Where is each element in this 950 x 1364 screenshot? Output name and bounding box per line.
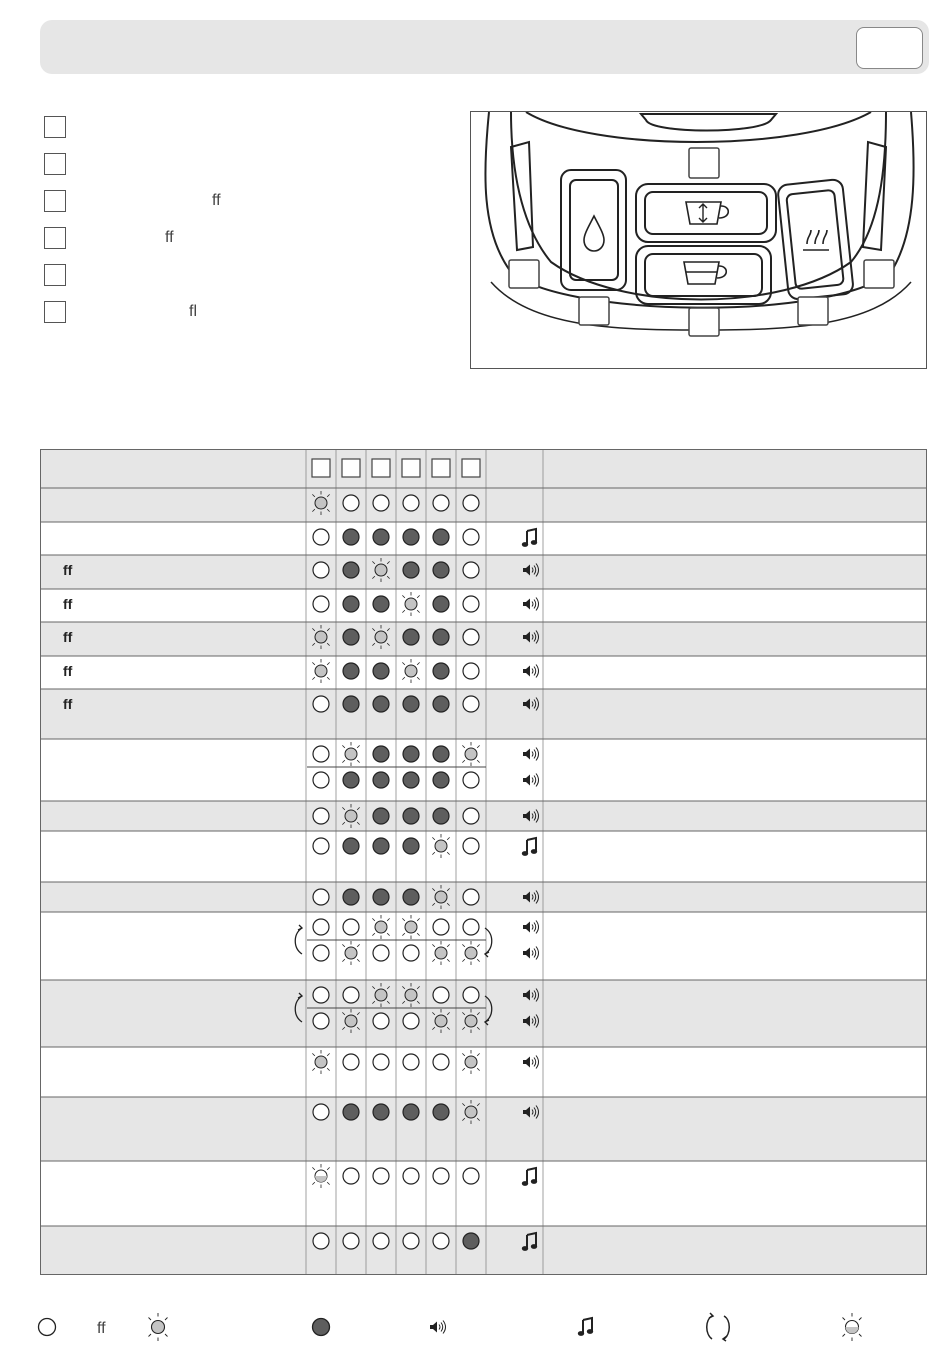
symbol-legend-drawing — [0, 1310, 950, 1344]
led-off — [313, 987, 329, 1003]
led-on — [403, 696, 419, 712]
legend-text-6: fl — [189, 303, 197, 320]
table-row-bg — [41, 1226, 926, 1274]
led-off — [433, 919, 449, 935]
row-label: ff — [63, 696, 73, 712]
led-off — [433, 1233, 449, 1249]
led-blinking — [465, 947, 477, 959]
led-off — [313, 889, 329, 905]
led-on — [343, 663, 359, 679]
led-off — [463, 838, 479, 854]
led-off — [463, 663, 479, 679]
page-header-bar — [40, 20, 929, 74]
led-off — [313, 838, 329, 854]
led-slow-blinking-icon — [843, 1313, 862, 1341]
led-off — [313, 746, 329, 762]
table-row-bg — [41, 801, 926, 831]
led-blinking — [405, 989, 417, 1001]
led-off-icon — [39, 1319, 56, 1336]
page-number-box — [856, 27, 923, 69]
header-button-box-2 — [342, 459, 360, 477]
led-on — [373, 696, 389, 712]
led-on — [343, 772, 359, 788]
led-on — [403, 746, 419, 762]
led-on — [343, 838, 359, 854]
led-off — [343, 1233, 359, 1249]
legend-text-3: ff — [212, 192, 221, 209]
table-row-bg — [41, 882, 926, 912]
table-row-bg — [41, 831, 926, 882]
led-off — [433, 495, 449, 511]
music-note-head — [522, 1181, 528, 1186]
led-blinking — [465, 1106, 477, 1118]
legend-text-4: ff — [165, 229, 174, 246]
led-on — [373, 772, 389, 788]
alternating-icon — [707, 1313, 730, 1341]
led-off — [313, 596, 329, 612]
led-on — [433, 696, 449, 712]
led-on — [433, 772, 449, 788]
led-on — [343, 529, 359, 545]
led-off — [403, 1013, 419, 1029]
legend-box-5 — [44, 264, 66, 286]
led-on — [403, 808, 419, 824]
led-on — [433, 629, 449, 645]
led-on — [343, 696, 359, 712]
led-blinking — [465, 748, 477, 760]
led-blinking — [345, 1015, 357, 1027]
led-on — [343, 629, 359, 645]
legend-box-1 — [44, 116, 66, 138]
table-row-bg — [41, 555, 926, 589]
legend-box-3 — [44, 190, 66, 212]
row-label: ff — [63, 596, 73, 612]
led-blinking — [315, 497, 327, 509]
led-off — [373, 1054, 389, 1070]
table-row-bg — [41, 1047, 926, 1097]
led-on — [403, 629, 419, 645]
led-blinking — [375, 989, 387, 1001]
led-on — [433, 663, 449, 679]
led-off — [403, 1168, 419, 1184]
control-panel-illustration — [470, 111, 927, 369]
led-blinking — [435, 947, 447, 959]
header-button-box-6 — [462, 459, 480, 477]
led-on — [373, 529, 389, 545]
led-blinking — [435, 891, 447, 903]
led-off — [313, 529, 329, 545]
led-blinking — [375, 631, 387, 643]
control-panel-drawing — [471, 112, 926, 368]
led-off — [463, 629, 479, 645]
led-off — [403, 495, 419, 511]
led-on-icon — [313, 1319, 330, 1336]
music-note-head — [531, 1179, 537, 1184]
led-on — [403, 562, 419, 578]
led-on — [433, 562, 449, 578]
led-on — [373, 889, 389, 905]
header-button-box-5 — [432, 459, 450, 477]
led-off — [463, 919, 479, 935]
led-off — [463, 495, 479, 511]
table-header — [41, 450, 926, 488]
led-on — [403, 889, 419, 905]
music-note-head — [522, 1246, 528, 1251]
row-label: ff — [63, 629, 73, 645]
legend-off-text: ff — [97, 1320, 106, 1337]
led-on — [403, 529, 419, 545]
led-blinking — [405, 598, 417, 610]
led-off — [463, 696, 479, 712]
table-row-bg — [41, 522, 926, 555]
header-button-box-4 — [402, 459, 420, 477]
led-on — [373, 746, 389, 762]
led-blinking — [435, 1015, 447, 1027]
led-on — [433, 596, 449, 612]
row-label: ff — [63, 562, 73, 578]
led-off — [313, 1104, 329, 1120]
music-note-head — [531, 540, 537, 545]
header-button-box-3 — [372, 459, 390, 477]
symbol-legend — [0, 1310, 950, 1344]
led-off — [313, 808, 329, 824]
led-off — [373, 1168, 389, 1184]
row-label: ff — [63, 663, 73, 679]
table-row-bg — [41, 488, 926, 522]
led-off — [343, 987, 359, 1003]
led-on — [373, 808, 389, 824]
led-off — [463, 772, 479, 788]
led-on — [403, 1104, 419, 1120]
led-off — [433, 1168, 449, 1184]
led-off — [463, 529, 479, 545]
music-note-head — [531, 1244, 537, 1249]
led-on — [373, 596, 389, 612]
led-blinking — [375, 564, 387, 576]
led-blinking — [375, 921, 387, 933]
led-on — [463, 1233, 479, 1249]
music-note-icon — [578, 1318, 593, 1336]
led-off — [313, 919, 329, 935]
led-off — [463, 596, 479, 612]
led-on — [373, 838, 389, 854]
led-on — [373, 663, 389, 679]
led-on — [403, 772, 419, 788]
led-off — [433, 1054, 449, 1070]
led-blinking — [345, 748, 357, 760]
led-on — [433, 808, 449, 824]
led-blinking — [465, 1056, 477, 1068]
music-note-head — [522, 542, 528, 547]
table-row-bg — [41, 1161, 926, 1226]
led-off — [433, 987, 449, 1003]
led-blinking — [315, 631, 327, 643]
table-row-bg — [41, 689, 926, 739]
led-off — [463, 889, 479, 905]
led-off — [463, 808, 479, 824]
led-off — [463, 1168, 479, 1184]
led-off — [463, 987, 479, 1003]
led-on — [343, 596, 359, 612]
led-off — [343, 919, 359, 935]
led-blinking — [465, 1015, 477, 1027]
music-note-head — [531, 849, 537, 854]
led-off — [313, 945, 329, 961]
led-blinking — [345, 947, 357, 959]
led-blinking — [315, 1056, 327, 1068]
led-off — [313, 696, 329, 712]
led-on — [343, 562, 359, 578]
led-off — [403, 1054, 419, 1070]
led-on — [343, 889, 359, 905]
led-off — [313, 772, 329, 788]
led-off — [373, 495, 389, 511]
led-on — [343, 1104, 359, 1120]
led-blinking — [405, 921, 417, 933]
beep-icon — [430, 1321, 446, 1334]
led-on — [433, 529, 449, 545]
table-row-bg — [41, 980, 926, 1047]
led-off — [343, 1054, 359, 1070]
legend-box-2 — [44, 153, 66, 175]
table-row-bg — [41, 589, 926, 622]
led-blinking-icon — [149, 1313, 168, 1341]
led-blinking — [405, 665, 417, 677]
led-off — [403, 945, 419, 961]
led-off — [463, 562, 479, 578]
led-off — [403, 1233, 419, 1249]
led-off — [313, 562, 329, 578]
header-button-box-1 — [312, 459, 330, 477]
led-off — [373, 1233, 389, 1249]
legend-box-4 — [44, 227, 66, 249]
led-blinking — [315, 665, 327, 677]
led-on — [433, 746, 449, 762]
table-grid — [41, 450, 926, 1274]
legend-box-6 — [44, 301, 66, 323]
led-off — [313, 1233, 329, 1249]
led-status-table — [40, 449, 927, 1275]
music-note-head — [522, 851, 528, 856]
table-row-bg — [41, 622, 926, 656]
led-off — [373, 945, 389, 961]
table-row-bg — [41, 656, 926, 689]
table-row-bg — [41, 1097, 926, 1161]
table-row-bg — [41, 912, 926, 980]
led-blinking — [345, 810, 357, 822]
led-off — [343, 1168, 359, 1184]
led-on — [403, 838, 419, 854]
led-on — [373, 1104, 389, 1120]
table-row-bg — [41, 739, 926, 801]
led-blinking — [435, 840, 447, 852]
led-off — [313, 1013, 329, 1029]
led-off — [373, 1013, 389, 1029]
led-off — [343, 495, 359, 511]
led-on — [433, 1104, 449, 1120]
